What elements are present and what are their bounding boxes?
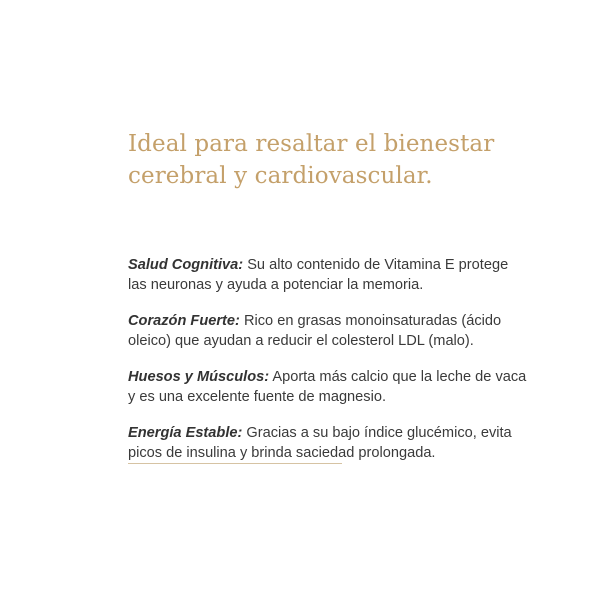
- headline-line-2: cerebral y cardiovascular.: [128, 163, 433, 189]
- benefit-title: Corazón Fuerte:: [128, 313, 240, 329]
- benefit-heart-health: [128, 312, 528, 351]
- benefit-bones-muscles: [128, 368, 528, 407]
- benefits-list: [128, 256, 528, 480]
- benefit-text: Rico en grasas monoinsaturadas (ácido oleico) que ayudan a reducir el colesterol LDL (malo).: [128, 313, 502, 349]
- divider: [128, 463, 342, 464]
- benefit-cognitive-health: [128, 256, 528, 295]
- benefit-text: Su alto contenido de Vitamina E protege las neuronas y ayuda a potenciar la memoria.: [128, 257, 509, 293]
- benefit-text: Aporta más calcio que la leche de vaca y es una excelente fuente de magnesio.: [128, 369, 527, 405]
- benefit-text: Gracias a su bajo índice glucémico, evita picos de insulina y brinda saciedad prolongada.: [128, 425, 512, 461]
- benefit-title: Energía Estable:: [128, 425, 243, 441]
- benefit-title: Salud Cognitiva:: [128, 257, 244, 273]
- benefit-stable-energy: [128, 424, 528, 463]
- benefit-title: Huesos y Músculos:: [128, 369, 270, 385]
- headline-line-1: Ideal para resaltar el bienestar: [128, 131, 495, 157]
- headline: [128, 128, 548, 192]
